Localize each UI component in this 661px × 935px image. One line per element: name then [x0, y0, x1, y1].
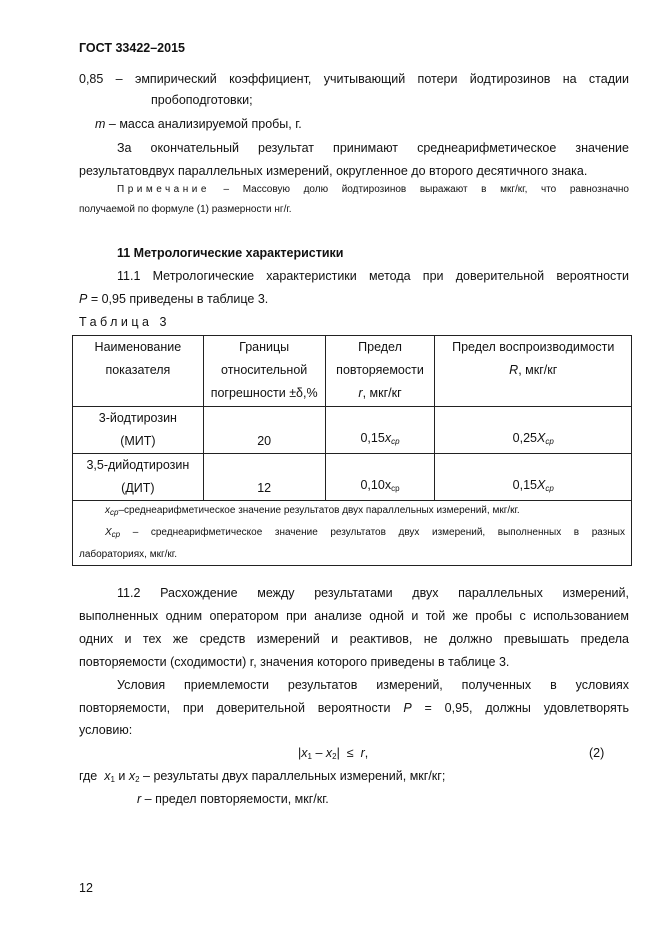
table-caption: Таблица 3: [79, 315, 170, 329]
section-p1-line1: 11.1 Метрологические характеристики метода при доверительной вероятности: [117, 269, 629, 283]
row-repeatability: $0,15x_{ср}$: [325, 407, 435, 454]
formula-2: $|x_1 - x_2| \le r$,: [298, 746, 369, 761]
mass-line: m – масса анализируемой пробы, г.: [95, 117, 302, 131]
final-result-line1: За окончательный результат принимают среднеарифметическое значение: [117, 141, 629, 155]
row-reproducibility: $0,15X_{ср}$: [435, 454, 632, 501]
row-bound: 20: [203, 407, 325, 454]
note-line1: Примечание – Массовую долю йодтирозинов выражают в мкг/кг, что равнозначно: [117, 184, 629, 195]
section-p1-line2: P = 0,95 приведены в таблице 3.: [79, 292, 269, 306]
final-result-line2: результатовдвух параллельных измерений, округленное до второго десятичного знака.: [79, 164, 588, 178]
header-reproducibility: Предел воспроизводимости R, мкг/кг: [435, 336, 632, 407]
table-notes: [73, 501, 632, 566]
p112-line3: одних и тех же средств измерений и реактивов, не должно превышать предела: [79, 632, 629, 646]
row-name: 3-йодтирозин (МИТ): [73, 407, 204, 454]
formula-number: (2): [589, 746, 605, 760]
table-header-row: [73, 336, 632, 407]
page-number: 12: [79, 881, 93, 895]
row-name: 3,5-дийодтирозин (ДИТ): [73, 454, 204, 501]
table-note-2: $X_{ср}$ – среднеарифметическое значение результатов двух измерений, выполненных в разных: [105, 527, 625, 539]
row-bound: 12: [203, 454, 325, 501]
coefficient-line-cont: пробоподготовки;: [151, 93, 253, 107]
p112-line5: Условия приемлемости результатов измерений, полученных в условиях: [117, 678, 629, 692]
p112-line2: выполненных одним оператором при анализе одной и той же пробы с использованием: [79, 609, 629, 623]
header-bounds: Границы относительной погрешности ±δ,%: [203, 336, 325, 407]
where-line: где $x_1$ и $x_2$ – результаты двух параллельных измерений, мкг/кг;: [79, 769, 446, 784]
p112-line1: 11.2 Расхождение между результатами двух параллельных измерений,: [117, 586, 629, 600]
document-header: ГОСТ 33422–2015: [79, 41, 185, 55]
table-note-2-cont: лабораториях, мкг/кг.: [79, 549, 177, 560]
where-r-line: r – предел повторяемости, мкг/кг.: [137, 792, 329, 806]
header-name: Наименование показателя: [73, 336, 204, 407]
row-repeatability: $0,10x_{ср}$: [325, 454, 435, 501]
note-line2: получаемой по формуле (1) размерности нг/г.: [79, 204, 292, 215]
table-row: [73, 454, 632, 501]
metrology-table: [72, 335, 632, 566]
row-reproducibility: $0,25X_{ср}$: [435, 407, 632, 454]
p112-line4: повторяемости (сходимости) r, значения которого приведены в таблице 3.: [79, 655, 510, 669]
table-notes-row: [73, 501, 632, 566]
section-title: 11 Метрологические характеристики: [117, 246, 344, 260]
coefficient-line: 0,85 – эмпирический коэффициент, учитывающий потери йодтирозинов на стадии: [79, 72, 629, 86]
p112-line6: повторяемости, при доверительной вероятности P = 0,95, должны удовлетворять: [79, 701, 629, 715]
table-row: [73, 407, 632, 454]
header-repeatability: Предел повторяемости r, мкг/кг: [325, 336, 435, 407]
table-note-1: $x_{ср}$–среднеарифметическое значение результатов двух параллельных измерений, мкг/кг.: [105, 505, 520, 517]
p112-line7: условию:: [79, 723, 133, 737]
